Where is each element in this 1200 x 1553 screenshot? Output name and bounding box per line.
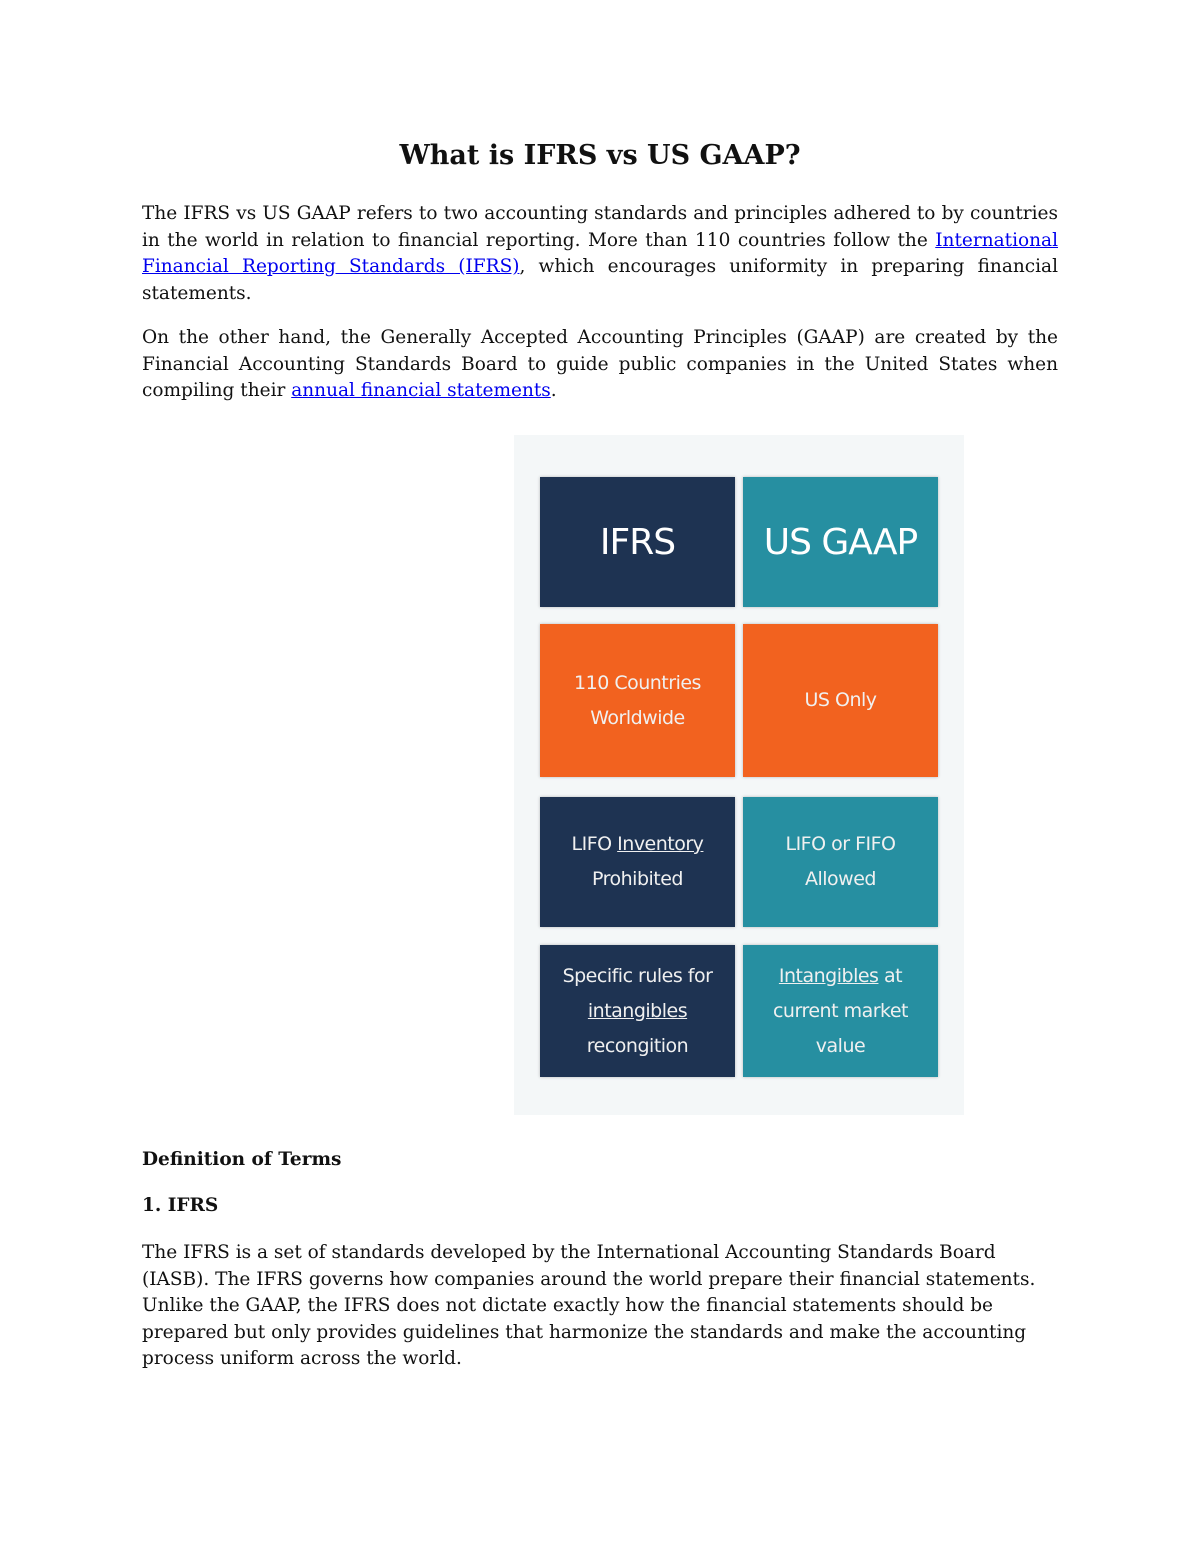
ifrs-vs-gaap-graphic <box>514 435 964 1115</box>
page-title: What is IFRS vs US GAAP? <box>399 140 801 171</box>
gaap-inventory-line2: Allowed <box>805 868 876 890</box>
ifrs-intangibles-line1: Specific rules for <box>562 964 713 987</box>
intro-text-start: The IFRS vs US GAAP refers to two accounting standards and principles adhered to by countries in the world in relation to financial reporting. More than 110 countries follow the <box>142 203 1058 251</box>
ifrs-intangibles-cell <box>540 945 735 1077</box>
ifrs-inventory-lifo: LIFO <box>571 833 618 855</box>
ifrs-scope-line1: 110 Countries <box>574 671 701 694</box>
intro-text-end: , which encourages uniformity in preparing financial statements. <box>142 256 1058 304</box>
ifrs-inventory-cell <box>540 797 735 927</box>
ifrs-header-cell <box>540 477 735 607</box>
ifrs-scope-line2: Worldwide <box>590 706 685 729</box>
gaap-text-end: . <box>550 380 557 401</box>
ifrs-scope-cell <box>540 624 735 777</box>
ifrs-header-label: IFRS <box>599 521 676 563</box>
ifrs-inventory-line2: Prohibited <box>591 868 683 890</box>
ifrs-definition-text: The IFRS is a set of standards developed by the International Accounting Standards Board (IASB). The IFRS governs how companies around the world prepare their financial statements. Unlike the GAAP, the IFRS does not dictate exactly how the financial statements should be prepared but only provides guidelines that harmonize the standards and make the accounting process uniform across the world. <box>142 1242 1036 1369</box>
gaap-scope-cell <box>743 624 938 777</box>
gaap-header-cell <box>743 477 938 607</box>
gaap-intangibles-line3: value <box>815 1034 866 1057</box>
gaap-intangibles-cell <box>743 945 938 1077</box>
ifrs-link[interactable]: International Financial Reporting Standards (IFRS) <box>142 229 1058 277</box>
gaap-intangibles-at: at <box>878 964 903 987</box>
gaap-intangibles-word: Intangibles <box>778 964 879 987</box>
gaap-intangibles-line2: current market <box>772 999 908 1022</box>
ifrs-inventory-line1 <box>572 827 704 862</box>
intro-paragraph <box>142 201 1058 307</box>
gaap-header-label: US GAAP <box>763 521 918 563</box>
definitions-heading: Definition of Terms <box>142 1149 342 1170</box>
ifrs-definition-heading: 1. IFRS <box>142 1195 219 1216</box>
gaap-inventory-cell <box>743 797 938 927</box>
gaap-intangibles-line1 <box>773 959 908 994</box>
gaap-paragraph <box>142 325 1058 405</box>
ifrs-inventory-word: Inventory <box>617 833 704 855</box>
annual-financial-statements-link[interactable]: annual financial statements <box>291 380 551 401</box>
gaap-text-start: On the other hand, the Generally Accepted Accounting Principles (GAAP) are created by the Financial Accounting Standards Board to guide public companies in the United States when compiling their <box>142 327 1058 401</box>
gaap-scope-label: US Only <box>804 689 877 711</box>
ifrs-intangibles-line3: recongition <box>586 1034 689 1057</box>
ifrs-intangibles-line2: intangibles <box>587 999 688 1022</box>
gaap-inventory-line1: LIFO or FIFO <box>785 833 896 855</box>
